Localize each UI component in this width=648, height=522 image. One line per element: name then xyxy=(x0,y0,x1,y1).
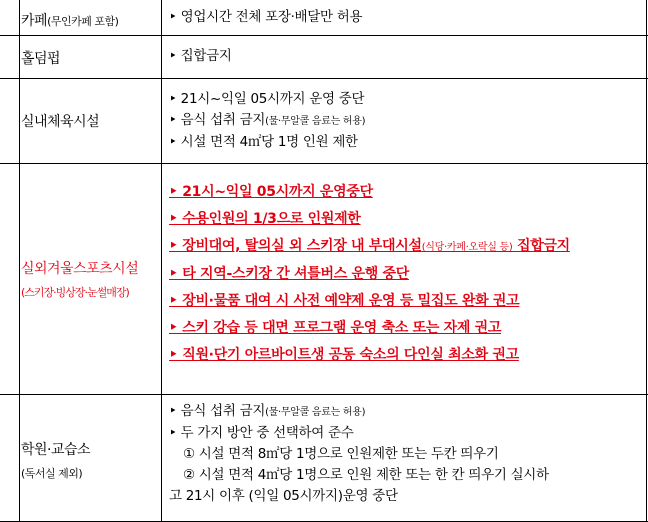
list-item: ‣ 21시~익일 05시까지 운영 중단 xyxy=(169,91,365,107)
category-indoor-sports: 실내체육시설 xyxy=(21,114,100,130)
table-row-winter-sports xyxy=(0,164,648,395)
table-row-indoor-sports xyxy=(0,79,648,164)
list-item: 고 21시 이후 (익일 05시까지)운영 중단 xyxy=(169,488,398,504)
category-cafe: 카페(무인카페 포함) xyxy=(21,13,119,29)
list-item: ‣ 장비대여, 탈의실 외 스키장 내 부대시설(식당·카페·오락실 등) 집합금지 xyxy=(169,238,570,254)
category-winter-sports: 실외겨울스포츠시설 (스키장·빙상장·눈썰매장) xyxy=(21,261,139,299)
list-item: ‣ 직원·단기 아르바이트생 공동 숙소의 다인실 최소화 권고 xyxy=(169,347,519,363)
list-item: ‣ 음식 섭취 금지(물·무알콜 음료는 허용) xyxy=(169,403,366,419)
list-item: ‣ 영업시간 전체 포장·배달만 허용 xyxy=(169,9,363,25)
list-item: ‣ 음식 섭취 금지(물·무알콜 음료는 허용) xyxy=(169,112,366,128)
list-item: ② 시설 면적 4㎡당 1명으로 인원 제한 또는 한 칸 띄우기 실시하 xyxy=(183,467,549,483)
list-item: ‣ 장비·물품 대여 시 사전 예약제 운영 등 밀집도 완화 권고 xyxy=(169,293,520,309)
table-row-cafe xyxy=(0,0,648,36)
list-item: ‣ 타 지역-스키장 간 셔틀버스 운행 중단 xyxy=(169,266,409,282)
list-item: ‣ 두 가지 방안 중 선택하여 준수 xyxy=(169,425,354,441)
table-row-holdem-pub xyxy=(0,36,648,79)
content-winter-sports xyxy=(169,179,641,369)
list-item: ‣ 집합금지 xyxy=(169,48,232,64)
list-item: ① 시설 면적 8㎡당 1명으로 인원제한 또는 두칸 띄우기 xyxy=(183,446,499,462)
list-item: ‣ 21시~익일 05시까지 운영중단 xyxy=(169,184,373,200)
content-indoor-sports xyxy=(169,89,641,153)
content-holdem-pub xyxy=(169,46,641,67)
table-row-academy xyxy=(0,395,648,522)
content-academy xyxy=(169,401,641,507)
category-holdem-pub: 홀덤펍 xyxy=(21,51,61,67)
list-item: ‣ 스키 강습 등 대면 프로그램 운영 축소 또는 자제 권고 xyxy=(169,320,502,336)
list-item: ‣ 시설 면적 4㎡당 1명 인원 제한 xyxy=(169,134,358,150)
list-item: ‣ 수용인원의 1/3으로 인원제한 xyxy=(169,211,361,227)
category-academy: 학원·교습소 (독서실 제외) xyxy=(21,442,91,480)
content-cafe xyxy=(169,7,641,28)
